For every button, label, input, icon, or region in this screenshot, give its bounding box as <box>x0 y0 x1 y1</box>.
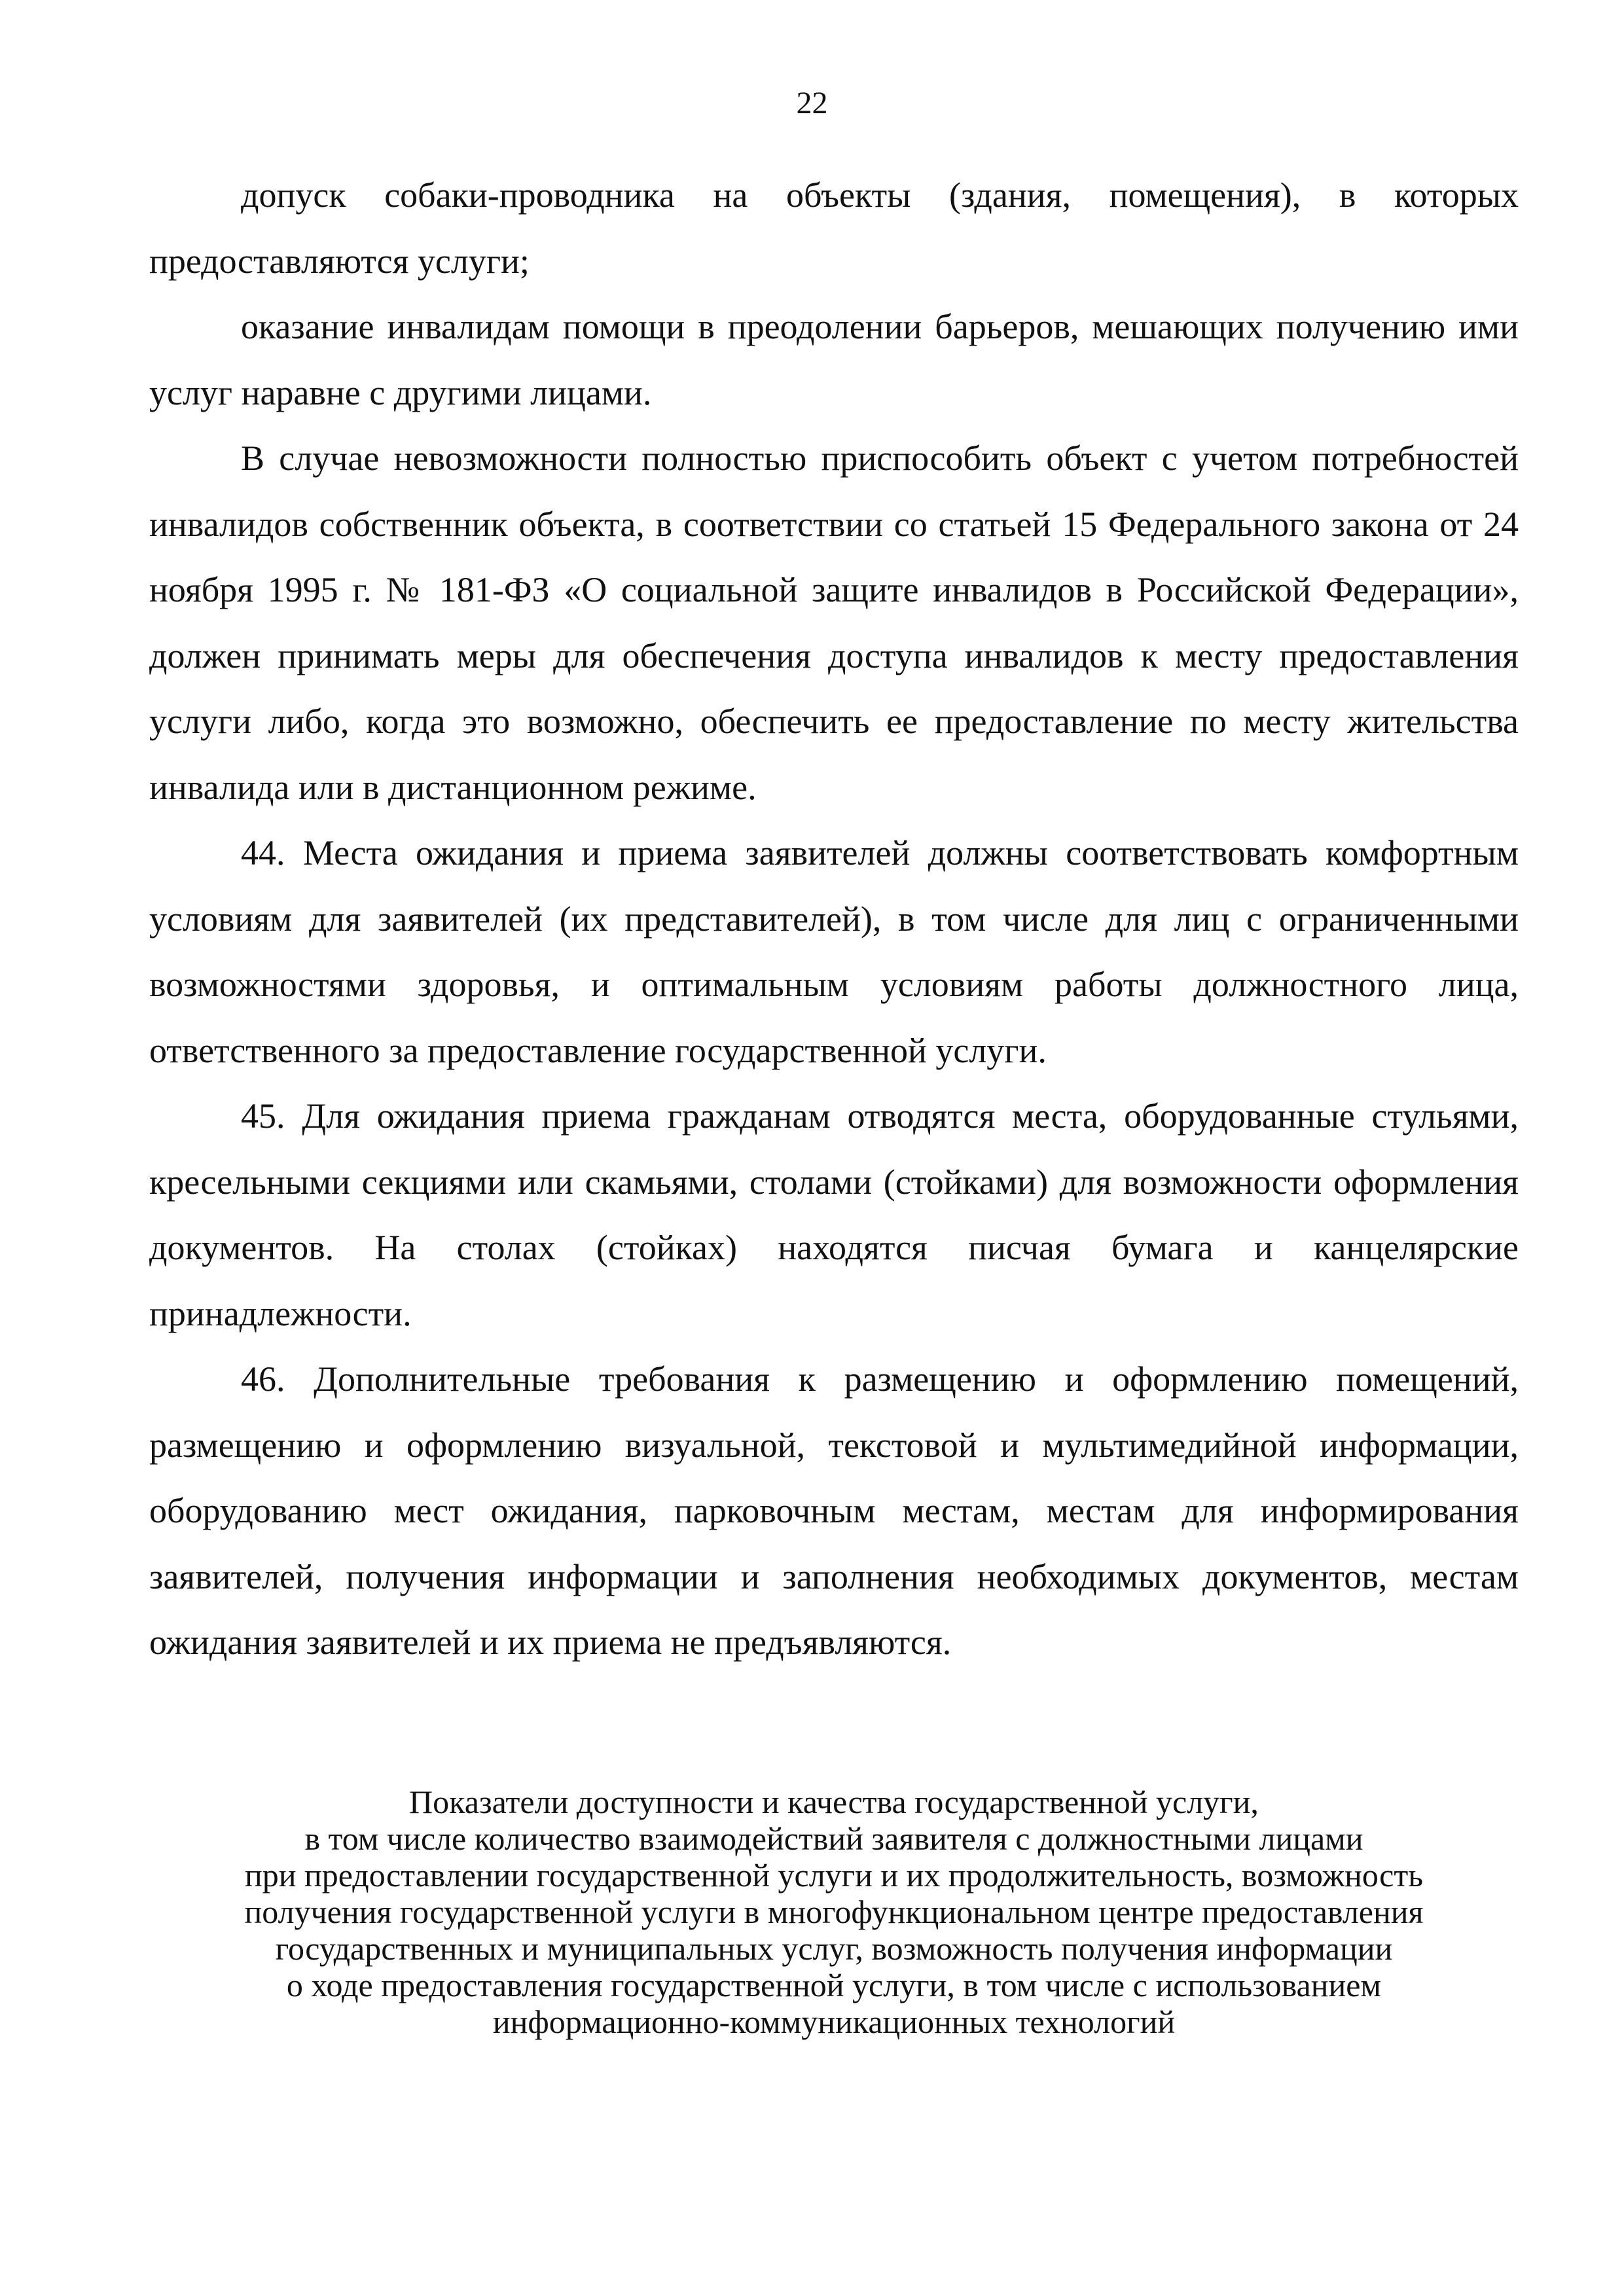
body-text <box>149 162 1519 1676</box>
paragraph-item-44: 44. Места ожидания и приема заявителей должны соответствовать комфортным условиям для заявителей (их представителей), в том числе для лиц с ограниченными возможностями здоровья, и оптимальным условиям работы должностного лица, ответственного за предоставление государственной услуги. <box>149 833 1519 1070</box>
page-number: 22 <box>796 86 828 120</box>
section-heading-line: в том числе количество взаимодействий заявителя с должностными лицами <box>304 1820 1363 1857</box>
paragraph-item-45: 45. Для ожидания приема гражданам отводятся места, оборудованные стульями, кресельными секциями или скамьями, столами (стойками) для возможности оформления документов. На столах (стойках) находятся писчая бумага и канцелярские принадлежности. <box>149 1096 1519 1333</box>
section-heading-line: государственных и муниципальных услуг, возможность получения информации <box>275 1930 1393 1967</box>
paragraph-guide-dog-access: допуск собаки-проводника на объекты (здания, помещения), в которых предоставляются услуги; <box>149 175 1519 281</box>
paragraph-assistance-barriers: оказание инвалидам помощи в преодолении барьеров, мешающих получению ими услуг наравне с другими лицами. <box>149 307 1519 412</box>
paragraph-item-46: 46. Дополнительные требования к размещению и оформлению помещений, размещению и оформлению визуальной, текстовой и мультимедийной информации, оборудованию мест ожидания, парковочным местам, местам для информирования заявителей, получения информации и заполнения необходимых документов, местам ожидания заявителей и их приема не предъявляются. <box>149 1359 1519 1662</box>
section-heading-line: о ходе предоставления государственной услуги, в том числе с использованием <box>286 1967 1382 2003</box>
paragraph-impossibility-adaptation: В случае невозможности полностью приспособить объект с учетом потребностей инвалидов собственник объекта, в соответствии со статьей 15 Федерального закона от 24 ноября 1995 г. № 181-ФЗ «О социальной защите инвалидов в Российской Федерации», должен принимать меры для обеспечения доступа инвалидов к месту предоставления услуги либо, когда это возможно, обеспечить ее предоставление по месту жительства инвалида или в дистанционном режиме. <box>149 439 1519 807</box>
section-heading <box>149 1784 1519 2040</box>
section-heading-line: получения государственной услуги в многофункциональном центре предоставления <box>244 1893 1424 1930</box>
section-heading-line: при предоставлении государственной услуги и их продолжительность, возможность <box>244 1857 1424 1893</box>
section-heading-line: Показатели доступности и качества государственной услуги, <box>409 1784 1259 1820</box>
section-heading-line: информационно-коммуникационных технологий <box>492 2003 1176 2040</box>
